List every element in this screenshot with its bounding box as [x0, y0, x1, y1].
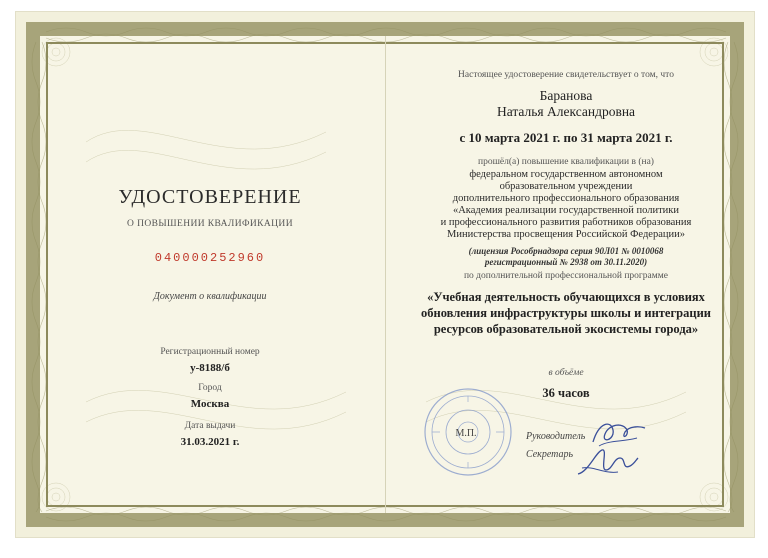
secretary-label: Секретарь — [526, 449, 574, 460]
issue-date-value: 31.03.2021 г. — [180, 436, 240, 448]
certificate-number: 040000252960 — [154, 251, 266, 265]
registration-label: Регистрационный номер — [160, 347, 260, 357]
training-dates: с 10 марта 2021 г. по 31 марта 2021 г. — [459, 130, 673, 145]
city-label: Город — [198, 383, 222, 393]
program-title-line: обновления инфраструктуры школы и интеграции — [421, 306, 711, 320]
program-title-line: ресурсов образовательной экосистемы города» — [433, 322, 699, 336]
certificate-subtitle: О ПОВЫШЕНИИ КВАЛИФИКАЦИИ — [127, 219, 293, 229]
head-label: Руководитель — [526, 431, 586, 442]
holder-given-names: Наталья Александровна — [496, 104, 636, 119]
org-line: образовательном учреждении — [499, 181, 633, 192]
program-title-line: «Учебная деятельность обучающихся в условиях — [427, 290, 705, 304]
program-intro: по дополнительной профессиональной программе — [463, 271, 669, 281]
org-line: дополнительного профессионального образования — [452, 193, 680, 204]
seal-label: М.П. — [455, 428, 477, 439]
intro-text: Настоящее удостоверение свидетельствует о том, что — [458, 70, 674, 80]
license-line: (лицензия Рособрнадзора серия 90Л01 № 0010068 — [468, 246, 664, 256]
org-line: и профессионального развития работников образования — [440, 217, 692, 228]
left-page — [40, 12, 380, 537]
issue-date-label: Дата выдачи — [184, 421, 236, 431]
city-value: Москва — [190, 398, 230, 410]
secretary-signature — [574, 444, 640, 480]
license-line: регистрационный № 2938 от 30.11.2020) — [484, 257, 648, 267]
holder-surname: Баранова — [539, 88, 593, 103]
org-line: федеральном государственном автономном — [469, 169, 663, 180]
org-line: «Академия реализации государственной политики — [452, 205, 680, 216]
certificate-sheet — [16, 12, 754, 537]
volume-value: 36 часов — [542, 386, 590, 400]
center-fold — [385, 36, 386, 513]
certificate-title: УДОСТОВЕРЕНИЕ — [118, 186, 302, 208]
right-page — [396, 12, 736, 537]
passed-text: прошёл(а) повышение квалификации в (на) — [478, 157, 654, 167]
document-type: Документ о квалификации — [153, 291, 267, 302]
org-line: Министерства просвещения Российской Федерации» — [447, 229, 685, 240]
volume-label: в объёме — [548, 368, 584, 378]
registration-value: у-8188/б — [190, 362, 230, 374]
seal-stamp — [418, 386, 518, 478]
